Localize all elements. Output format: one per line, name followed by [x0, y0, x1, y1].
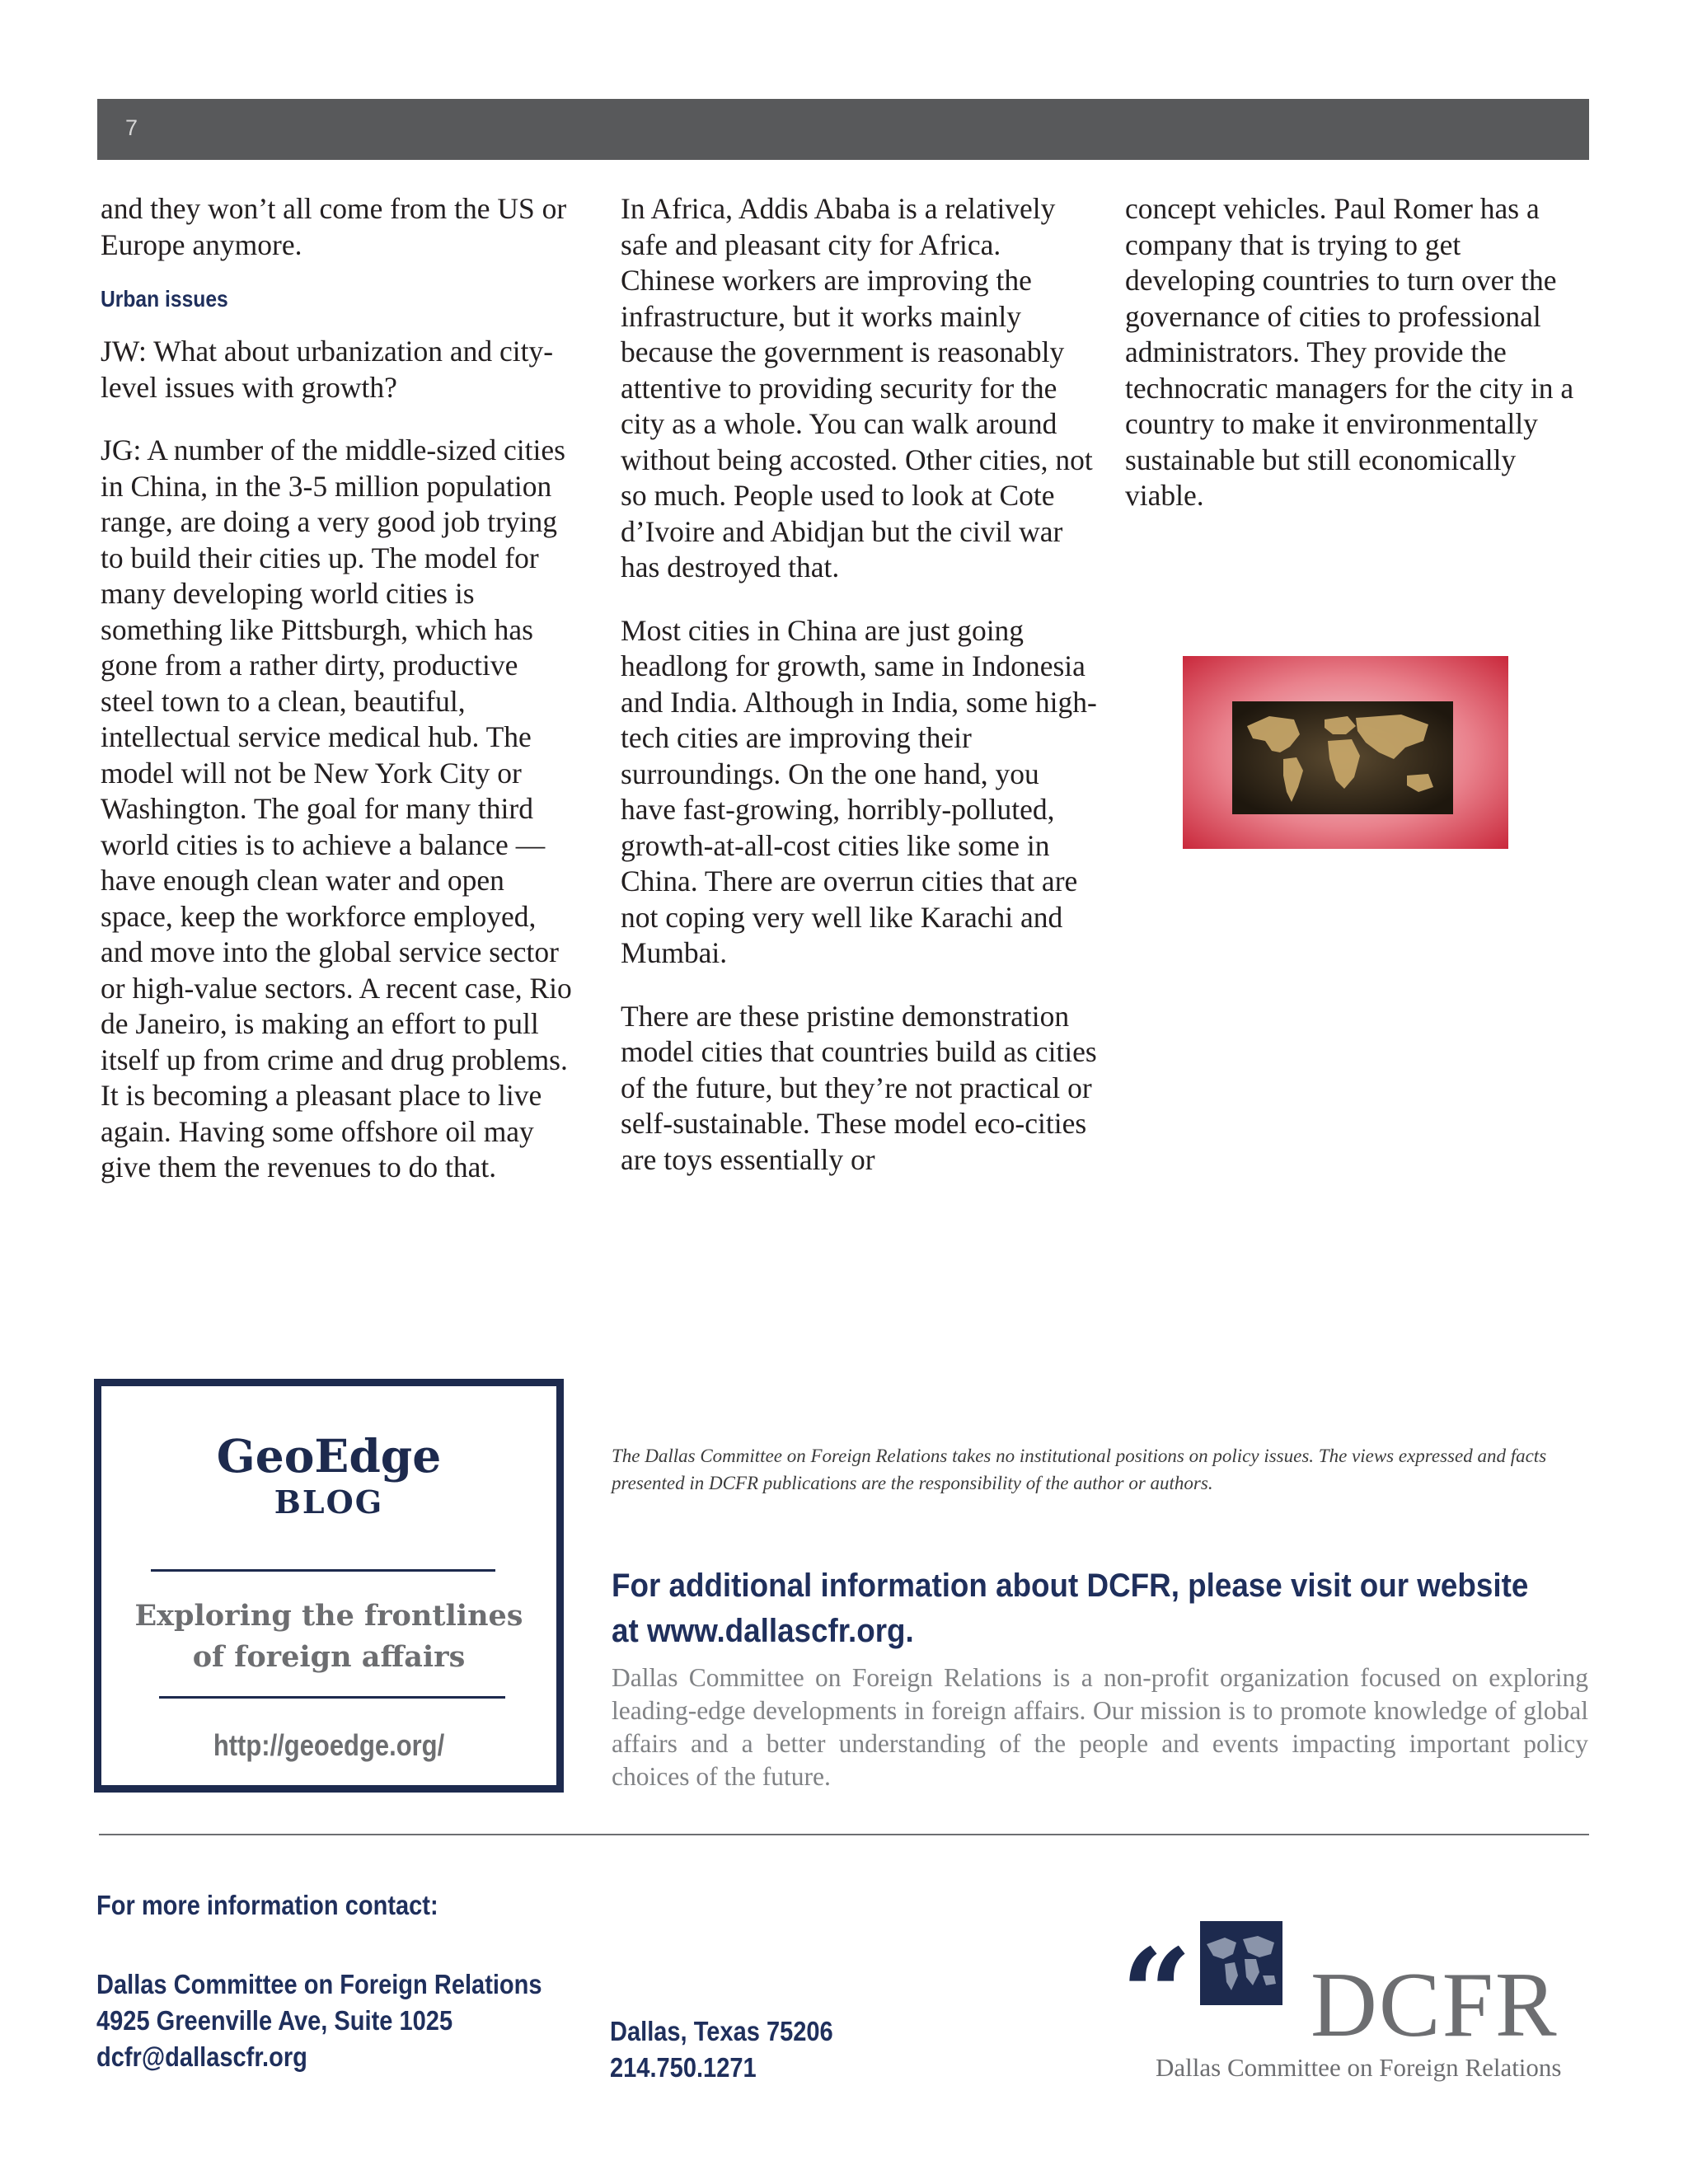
logo-wordmark: DCFR	[1311, 1954, 1559, 2056]
contact-heading: For more information contact:	[96, 1890, 438, 1920]
page-header-bar	[97, 99, 1589, 160]
paragraph: In Africa, Addis Ababa is a relatively safe and pleasant city for Africa. Chinese workers are improving the infrastructure, but it works mainly because the government is reasonably attentive to providing security for the city as a whole. You can walk around without being accosted. Other cities, not so much. People used to look at Cote d’Ivoire and Abidjan but the civil war has destroyed that.	[621, 192, 1093, 583]
section-subhead: Urban issues	[101, 286, 228, 312]
paragraph: concept vehicles. Paul Romer has a company that is trying to get developing countries to turn over the governance of cities to professional administrators. They provide the technocratic managers for the city in a country to make it environmentally sustainable but still economically viable.	[1125, 192, 1574, 512]
blog-title: GeoEdge	[216, 1429, 442, 1483]
blog-tagline-line: of foreign affairs	[192, 1640, 466, 1674]
divider	[159, 1696, 505, 1699]
contact-email-link[interactable]: dcfr@dallascfr.org	[96, 2041, 307, 2072]
article-column-2	[621, 191, 1099, 1205]
blog-subtitle: BLOG	[274, 1483, 384, 1521]
geoedge-blog-box[interactable]	[94, 1379, 564, 1793]
blog-tagline	[101, 1596, 556, 1678]
divider	[151, 1569, 495, 1572]
paragraph: JG: A number of the middle-sized cities in China, in the 3-5 million population range, are doing a very good job trying to build their cities up. The model for many developing world cities is something like Pittsburgh, which has gone from a rather dirty, productive steel town to a clean, beautiful, intellectual service medical hub. The model will not be New York City or Washington. The goal for many third world cities is to achieve a balance — have enough clean water and open space, keep the workforce employed, and move into the global service sector or high-value sectors. A recent case, Rio de Janeiro, is making an effort to pull itself up from crime and drug problems. It is becoming a pleasant place to live again. Having some offshore oil may give them the revenues to do that.	[101, 434, 572, 1183]
contact-organization: Dallas Committee on Foreign Relations	[96, 1969, 542, 1999]
paragraph: Most cities in China are just going headlong for growth, same in Indonesia and India. Although in India, some high-tech cities are improving their surroundings. On the one hand, you have fast-growing, horribly-polluted, growth-at-all-cost cities like some in China. There are overrun cities that are not coping very well like Karachi and Mumbai.	[621, 613, 1097, 969]
website-info-heading[interactable]: For additional information about DCFR, please visit our website at www.dallascfr.org.	[612, 1568, 1529, 1649]
contact-phone: 214.750.1271	[610, 2052, 757, 2083]
quote-mark-icon: “	[1121, 1922, 1193, 2067]
article-column-1	[101, 191, 579, 1213]
dcfr-logo	[1121, 1916, 1595, 2085]
globe-icon	[1200, 1921, 1282, 2005]
footer-divider	[99, 1834, 1589, 1835]
world-map-icon	[1232, 701, 1453, 814]
page-number: 7	[125, 115, 138, 140]
paragraph: There are these pristine demonstration model cities that countries build as cities of the future, but they’re not practical or self-sustainable. These model eco-cities are toys essentially or	[621, 999, 1097, 1176]
logo-subtitle: Dallas Committee on Foreign Relations	[1156, 2053, 1562, 2082]
disclaimer-text: The Dallas Committee on Foreign Relations takes no institutional positions on policy issues. The views expressed and facts presented in DCFR publications are the responsibility of the author or authors.	[612, 1446, 1547, 1493]
blog-tagline-line: Exploring the frontlines	[134, 1599, 523, 1633]
contact-city: Dallas, Texas 75206	[610, 2016, 833, 2046]
organization-description: Dallas Committee on Foreign Relations is a non-profit organization focused on exploring leading-edge developments in foreign affairs. Our mission is to promote knowledge of global affairs and a better understanding of the people and events impacting important policy choices of the future.	[612, 1663, 1588, 1791]
blog-url-link[interactable]: http://geoedge.org/	[213, 1728, 445, 1762]
paragraph: JW: What about urbanization and city-level issues with growth?	[101, 335, 554, 404]
article-column-3	[1125, 191, 1587, 541]
paragraph: and they won’t all come from the US or Europe anymore.	[101, 192, 567, 261]
contact-address: 4925 Greenville Ave, Suite 1025	[96, 2005, 453, 2036]
world-map-image	[1183, 656, 1508, 849]
